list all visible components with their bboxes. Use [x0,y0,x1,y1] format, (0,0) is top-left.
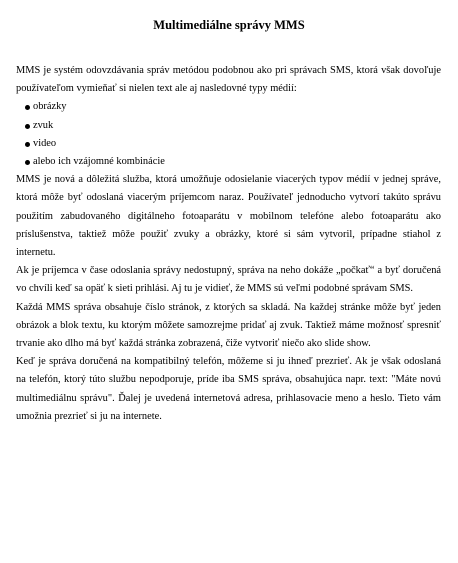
list-item-text: zvuk [33,119,54,131]
list-item-text: obrázky [33,101,67,113]
list-item [26,153,441,171]
bullet-icon [25,124,30,129]
bullet-icon [25,142,30,147]
bullet-icon [25,105,30,110]
list-item [26,135,441,153]
page-title: Multimediálne správy MMS [153,18,305,32]
bullet-icon [25,160,30,165]
intro-paragraph: MMS je systém odovzdávania správ metódou podobnou ako pri správach SMS, ktorá však dovoľuje používateľom vymieňať si nielen text ale aj nasledovné typy médií: [16,65,441,95]
paragraph-recipient-unavailable: Ak je príjemca v čase odoslania správy nedostupný, správa na neho dokáže „počkať“ a byť doručená vo chvíli keď sa opäť k sieti prihlási. Aj tu je vidieť, že MMS sú veľmi podobné správam SMS. [16,265,441,295]
paragraph-mms-service: MMS je nová a dôležitá služba, ktorá umožňuje odosielanie viacerých typov médií v jednej správe, ktorá môže byť odoslaná viacerým príjemcom naraz. Používateľ jednoducho vytvorí takúto správu použitím zabudovaného digitálneho fotoaparátu v mobilnom telefóne alebo fotoaparátu ako príslušenstva, taktiež môže použiť zvuky a obrázky, ktoré si sám vytvoril, prípadne stiahol z internetu. [16,174,441,259]
media-types-list [16,98,441,171]
list-item-text: video [33,137,57,149]
list-item [26,98,441,116]
paragraph-pages: Každá MMS správa obsahuje číslo stránok, z ktorých sa skladá. Na každej stránke môže byť jeden obrázok a blok textu, ku ktorým môžete samozrejme pridať aj zvuk. Taktiež máme možnosť spresniť trvanie ako dlho má byť každá stránka zobrazená, čiže vytvoriť niečo ako slide show. [16,301,441,350]
paragraph-delivery: Keď je správa doručená na kompatibilný telefón, môžeme si ju ihneď prezrieť. Ak je však odoslaná na telefón, ktorý túto službu nepodporuje, príde iba SMS správa, obsahujúca napr. text: "Máte novú multimediálnu správu". Ďalej je uvedená internetová adresa, prihlasovacie meno a heslo. Tieto vám umožnia prezrieť si ju na internete. [16,356,441,422]
list-item-text: alebo ich vzájomné kombinácie [33,156,165,168]
document-body [16,62,441,426]
list-item [26,117,441,135]
